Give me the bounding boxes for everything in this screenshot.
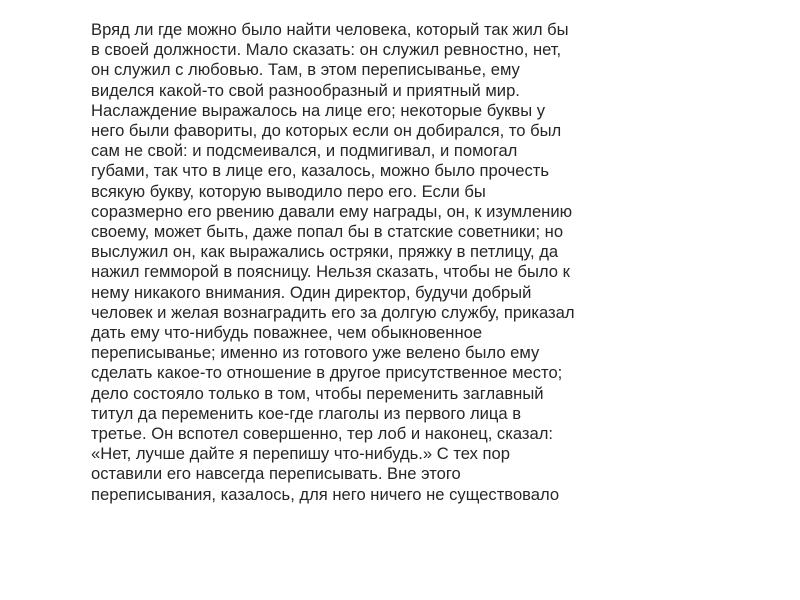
text-line: Наслаждение выражалось на лице его; некоторые буквы у <box>91 100 546 120</box>
text-line: него были фавориты, до которых если он добирался, то был <box>91 121 562 141</box>
text-line: сделать какое-то отношение в другое присутственное место; <box>91 363 563 383</box>
text-line: всякую букву, которую выводило перо его. Если бы <box>91 181 486 201</box>
text-line: Вряд ли где можно было найти человека, который так жил бы <box>91 20 569 39</box>
text-line: титул да переменить кое-где глаголы из первого лица в <box>91 403 522 423</box>
text-line: человек и желая вознаградить его за долгую службу, приказал <box>91 302 575 322</box>
text-line: сам не свой: и подсмеивался, и подмигивал, и помогал <box>91 141 518 161</box>
text-line: нажил гемморой в поясницу. Нельзя сказать, чтобы не было к <box>91 262 570 282</box>
text-line: он служил с любовью. Там, в этом переписыванье, ему <box>91 60 520 80</box>
text-line: переписывания, казалось, для него ничего не существовало <box>91 484 560 504</box>
text-line: переписыванье; именно из готового уже велено было ему <box>91 343 540 363</box>
text-line: дело состояло только в том, чтобы переменить заглавный <box>91 383 544 403</box>
text-line: выслужил он, как выражались остряки, пряжку в петлицу, да <box>91 242 559 262</box>
text-line: нему никакого внимания. Один директор, будучи добрый <box>91 282 532 302</box>
text-line: «Нет, лучше дайте я перепишу что-нибудь.» С тех пор <box>91 444 510 464</box>
text-line: губами, так что в лице его, казалось, можно было прочесть <box>91 161 550 181</box>
text-line: оставили его навсегда переписывать. Вне этого <box>91 464 461 484</box>
text-line: своему, может быть, даже попал бы в статские советники; но <box>91 222 564 242</box>
text-passage <box>91 20 731 505</box>
text-line: в своей должности. Мало сказать: он служил ревностно, нет, <box>91 40 562 60</box>
text-line: третье. Он вспотел совершенно, тер лоб и наконец, сказал: <box>91 424 554 444</box>
text-line: соразмерно его рвению давали ему награды, он, к изумлению <box>91 201 573 221</box>
text-line: дать ему что-нибудь поважнее, чем обыкновенное <box>91 323 483 343</box>
text-line: виделся какой-то свой разнообразный и приятный мир. <box>91 80 520 100</box>
